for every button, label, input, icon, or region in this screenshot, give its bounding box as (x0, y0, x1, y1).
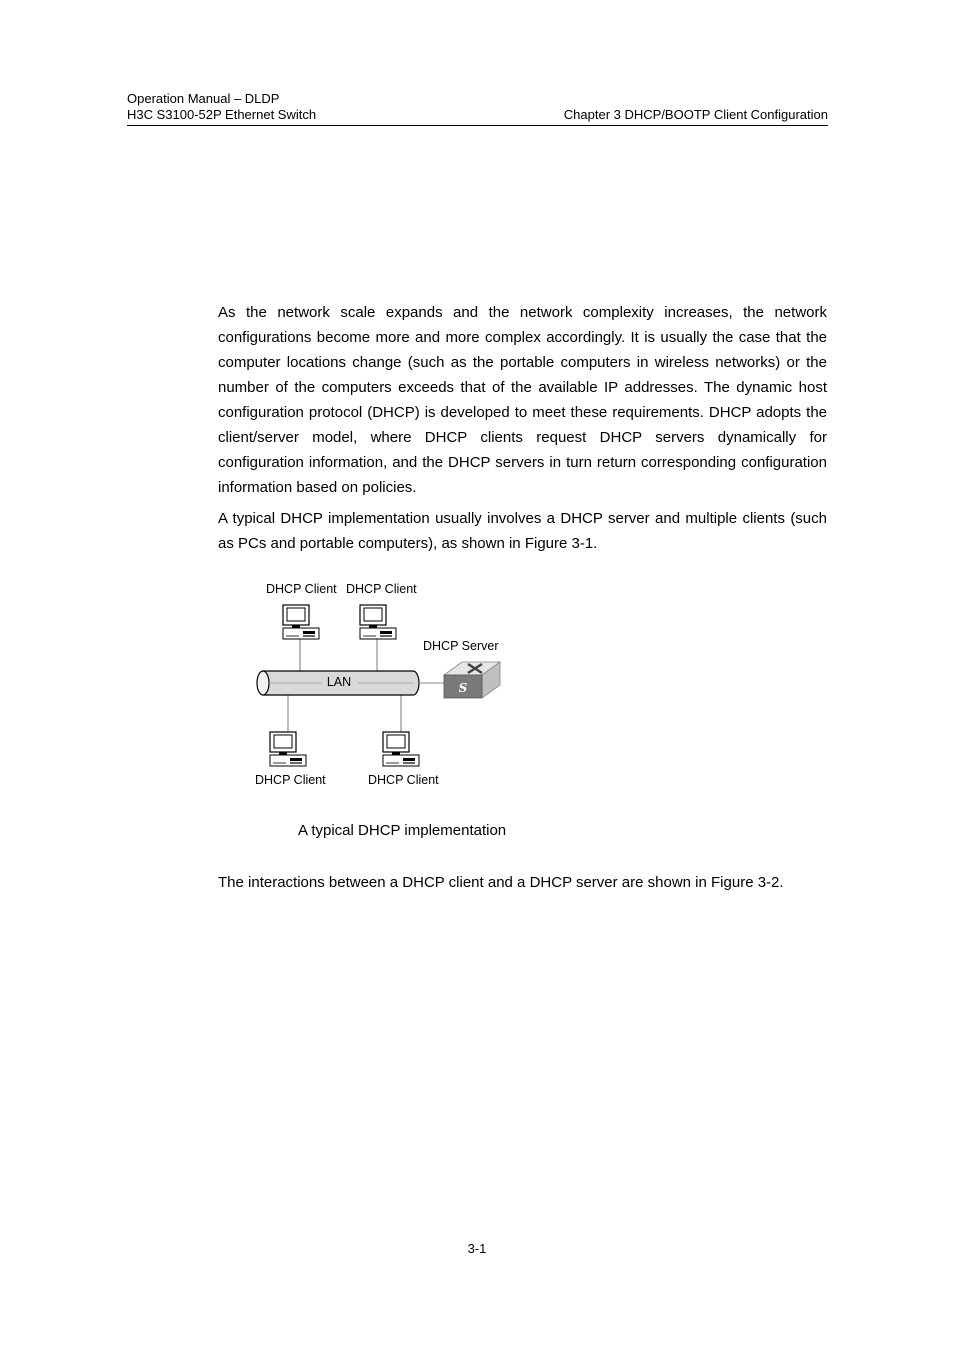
pc-icon-client-3 (270, 732, 306, 766)
lan-bus (257, 671, 419, 695)
server-label: DHCP Server (423, 639, 499, 653)
pc-icon-client-2 (360, 605, 396, 639)
client-label-2: DHCP Client (346, 582, 417, 596)
page-number: 3-1 (467, 1241, 487, 1256)
paragraph-typical: A typical DHCP implementation usually involves a DHCP server and multiple clients (such as PCs and portable computers), as shown in Figure 3-1. (218, 510, 827, 552)
client-label-4: DHCP Client (368, 773, 439, 787)
page-header (127, 91, 828, 126)
chapter-title: Chapter 3 DHCP/BOOTP Client Configuration (563, 107, 828, 122)
manual-title: Operation Manual – DLDP (127, 91, 280, 106)
pc-icon-client-4 (383, 732, 419, 766)
paragraph-interactions: The interactions between a DHCP client and a DHCP server are shown in Figure 3-2. (218, 874, 784, 891)
paragraph-intro: As the network scale expands and the network complexity increases, the network configurations become more and more complex accordingly. It is usually the case that the computer locations change (such as the portable computers in wireless networks) or the number of the computers exceeds that of the available IP addresses. The dynamic host configuration protocol (DHCP) is developed to meet these requirements. DHCP adopts the client/server model, where DHCP clients request DHCP servers dynamically for configuration information, and the DHCP servers in turn return corresponding configuration information based on policies. (218, 304, 827, 496)
client-label-3: DHCP Client (255, 773, 326, 787)
pc-icon-client-1 (283, 605, 319, 639)
switch-glyph: S (458, 681, 468, 695)
client-label-1: DHCP Client (266, 582, 337, 596)
dhcp-network-diagram (250, 575, 520, 795)
product-name: H3C S3100-52P Ethernet Switch (127, 107, 317, 122)
switch-icon (444, 662, 500, 698)
figure-caption: A typical DHCP implementation (298, 822, 507, 839)
lan-label: LAN (326, 675, 352, 689)
